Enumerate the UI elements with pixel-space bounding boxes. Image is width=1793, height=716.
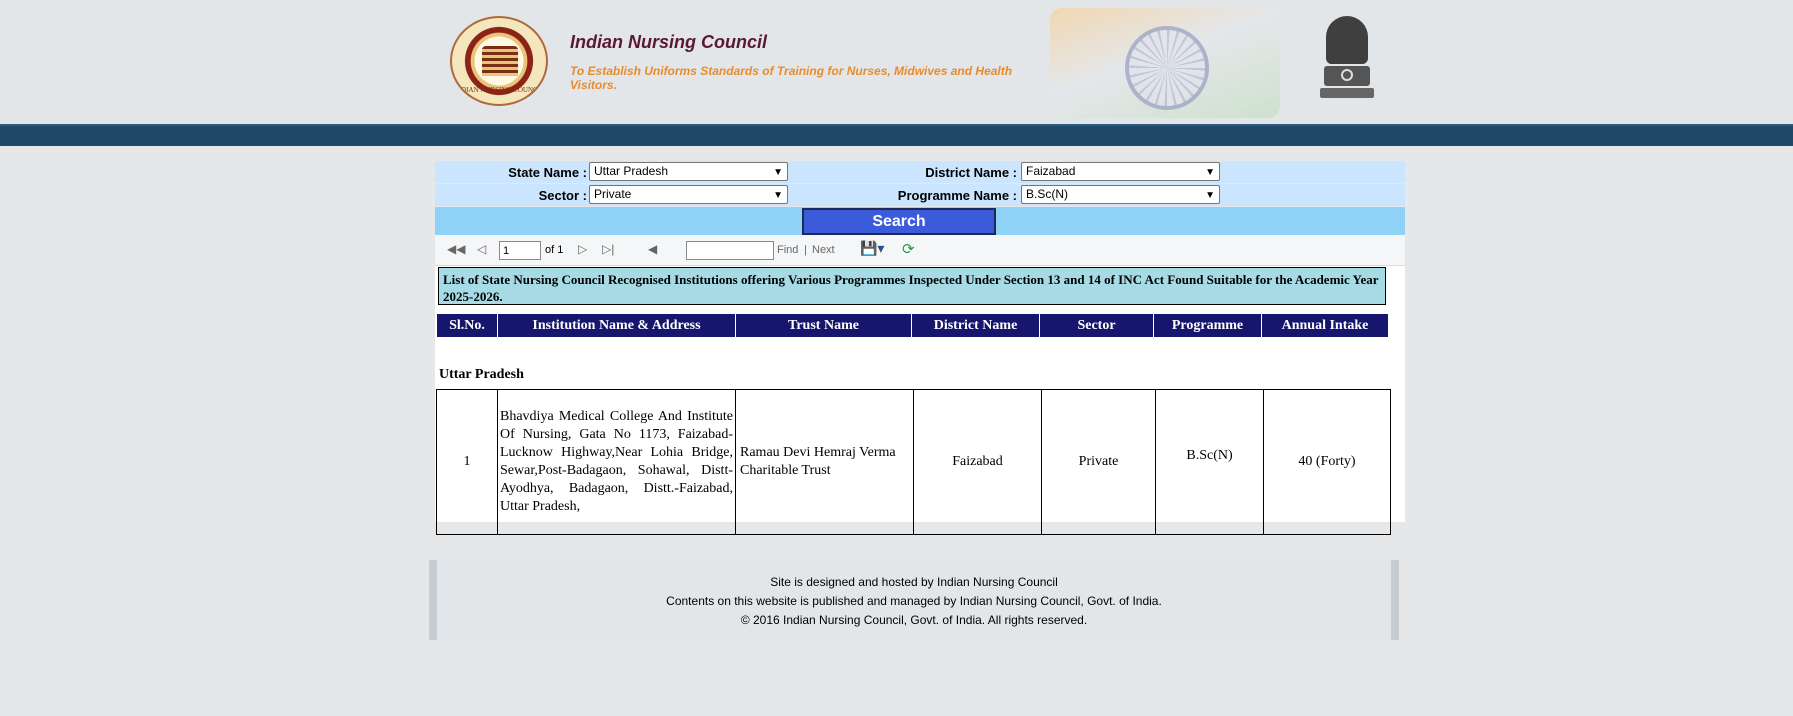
page-number-input[interactable] — [499, 241, 541, 260]
state-label: State Name : — [508, 165, 587, 180]
chevron-down-icon: ▼ — [773, 190, 783, 201]
site-tagline: To Establish Uniforms Standards of Training for Nurses, Midwives and Health Visitors. — [570, 64, 1013, 92]
sector-label: Sector : — [538, 188, 587, 203]
national-emblem-icon — [1314, 14, 1380, 106]
header — [0, 0, 1793, 124]
chevron-down-icon: ▼ — [1205, 190, 1215, 201]
inc-logo — [450, 16, 548, 106]
first-page-icon[interactable]: ◀◀ — [447, 242, 466, 256]
find-link[interactable]: Find — [777, 244, 799, 256]
col-header-programme: Programme — [1154, 314, 1262, 338]
previous-page-icon[interactable]: ◁ — [477, 242, 487, 256]
chevron-down-icon: ▼ — [1205, 167, 1215, 178]
next-page-icon[interactable]: ▷ — [578, 242, 588, 256]
export-icon[interactable]: 💾▾ — [860, 240, 885, 256]
search-row — [435, 207, 1405, 237]
logo-text: INDIAN NURSING COUNCIL — [453, 86, 545, 94]
search-button[interactable]: Search — [802, 208, 996, 235]
form-row-sector-programme — [435, 184, 1405, 206]
report-header-table — [436, 313, 1389, 338]
district-select[interactable] — [1021, 162, 1220, 181]
programme-select-value: B.Sc(N) — [1026, 187, 1068, 201]
cell-intake: 40 (Forty) — [1264, 390, 1391, 535]
state-select[interactable] — [589, 162, 788, 181]
form-row-state-district — [435, 161, 1405, 183]
cell-trust: Ramau Devi Hemraj Verma Charitable Trust — [736, 390, 914, 535]
report-toolbar — [435, 235, 1405, 266]
district-label: District Name : — [925, 165, 1017, 180]
district-select-value: Faizabad — [1026, 164, 1076, 178]
lamp-emblem-icon — [482, 46, 518, 76]
site-title: Indian Nursing Council — [570, 32, 767, 52]
sector-select[interactable] — [589, 185, 788, 204]
programme-select[interactable] — [1021, 185, 1220, 204]
toolbar-separator: | — [804, 244, 807, 256]
find-input[interactable] — [686, 241, 774, 260]
state-group-heading: Uttar Pradesh — [439, 367, 524, 382]
nav-bar — [0, 124, 1793, 146]
cell-institution: Bhavdiya Medical College And Institute Of Nursing, Gata No 1173, Faizabad-Lucknow Highway,Near Lohia Bridge, Sewar,Post-Badagaon, Sohawal, Distt-Ayodhya, Badagaon, Distt.-Faizabad, Uttar Pradesh, — [498, 390, 736, 535]
search-form — [435, 161, 1405, 237]
report-body — [435, 266, 1405, 522]
cell-sector: Private — [1042, 390, 1156, 535]
back-to-parent-icon[interactable]: ◀ — [648, 242, 658, 256]
chevron-down-icon: ▼ — [773, 167, 783, 178]
footer-line-managed: Contents on this website is published and managed by Indian Nursing Council, Govt. of India. — [666, 594, 1162, 608]
col-header-trust: Trust Name — [736, 314, 912, 338]
results-table — [436, 389, 1391, 535]
cell-district: Faizabad — [914, 390, 1042, 535]
footer — [429, 560, 1399, 640]
table-row — [437, 390, 1391, 535]
col-header-intake: Annual Intake — [1262, 314, 1389, 338]
refresh-icon[interactable]: ⟳ — [902, 241, 915, 258]
col-header-institution: Institution Name & Address — [498, 314, 736, 338]
sector-select-value: Private — [594, 187, 632, 201]
last-page-icon[interactable]: ▷| — [602, 242, 615, 256]
col-header-district: District Name — [912, 314, 1040, 338]
ashoka-chakra-icon — [1125, 26, 1209, 110]
report-title: List of State Nursing Council Recognised Institutions offering Various Programmes Inspected Under Section 13 and 14 of INC Act Found Suitable for the Academic Year 2025-2026. — [438, 267, 1386, 305]
footer-line-hosted: Site is designed and hosted by Indian Nursing Council — [770, 575, 1058, 589]
col-header-slno: Sl.No. — [437, 314, 498, 338]
cell-slno: 1 — [437, 390, 498, 535]
page-count: of 1 — [545, 244, 564, 256]
next-link[interactable]: Next — [812, 244, 835, 256]
footer-copyright: © 2016 Indian Nursing Council, Govt. of India. All rights reserved. — [740, 613, 1088, 627]
programme-label: Programme Name : — [897, 188, 1017, 203]
col-header-sector: Sector — [1040, 314, 1154, 338]
cell-programme: B.Sc(N) — [1156, 390, 1264, 535]
state-select-value: Uttar Pradesh — [594, 164, 669, 178]
